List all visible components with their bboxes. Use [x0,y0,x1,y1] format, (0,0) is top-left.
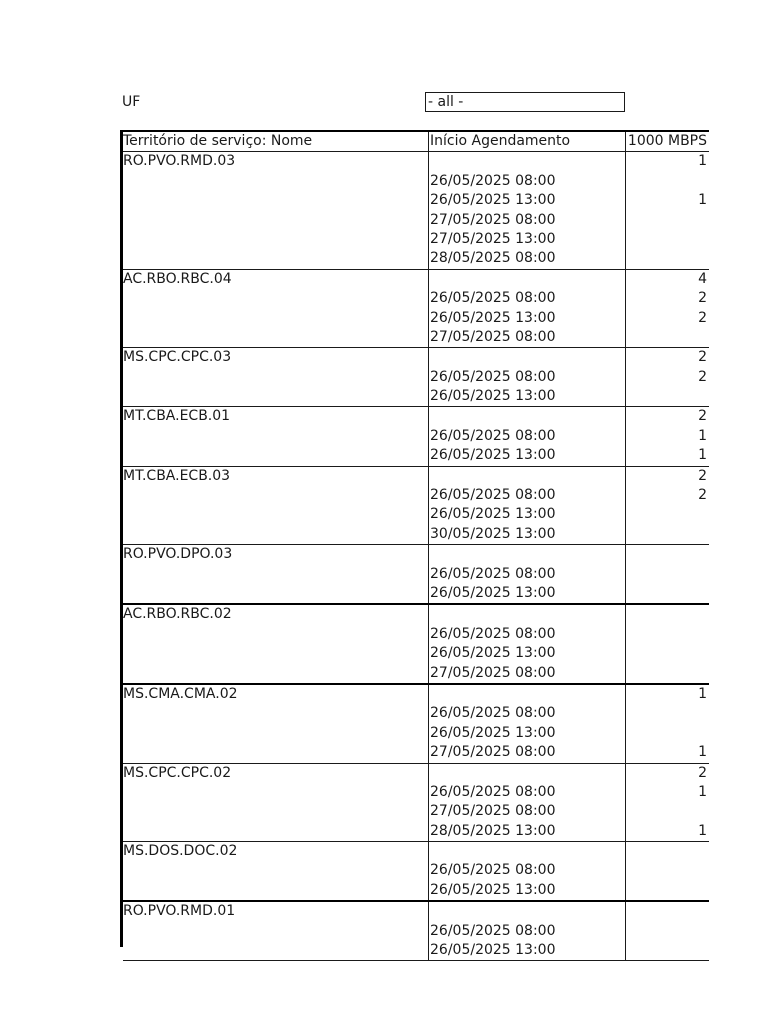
table-row [123,881,709,902]
schedule-value [625,211,709,230]
schedule-value [625,724,709,743]
name-cell [123,584,428,603]
schedule-value [625,249,709,268]
group-row [123,467,709,486]
date-cell [428,605,625,624]
filter-label-uf: UF [122,94,141,110]
schedule-date: 27/05/2025 13:00 [428,230,625,249]
group-total: 1 [625,152,709,171]
schedule-value [625,172,709,191]
schedule-date: 26/05/2025 08:00 [428,783,625,802]
territory-name[interactable]: MT.CBA.ECB.03 [123,467,231,484]
group-total [625,605,709,624]
table-row [123,625,709,644]
uf-filter-select[interactable]: - all - [425,92,625,112]
report-table [120,130,709,959]
schedule-date: 26/05/2025 13:00 [428,644,625,663]
table-row [123,704,709,723]
name-cell [123,505,428,524]
schedule-date: 27/05/2025 08:00 [428,328,625,347]
name-cell [123,664,428,683]
schedule-date: 26/05/2025 08:00 [428,565,625,584]
table-row [123,565,709,584]
group-row [123,842,709,861]
schedule-date: 26/05/2025 08:00 [428,289,625,308]
schedule-value: 2 [625,289,709,308]
territory-name[interactable]: MT.CBA.ECB.01 [123,408,231,425]
schedule-date: 26/05/2025 13:00 [428,505,625,524]
table-row [123,525,709,545]
table-row [123,861,709,880]
group-total: 4 [625,270,709,289]
schedule-value [625,704,709,723]
schedule-date: 26/05/2025 13:00 [428,724,625,743]
group-row [123,407,709,426]
table-row [123,289,709,308]
name-cell [123,565,428,584]
name-cell [123,802,428,821]
schedule-value [625,387,709,406]
name-cell [123,230,428,249]
territory-name[interactable]: MS.CMA.CMA.02 [123,685,238,702]
name-cell [123,724,428,743]
schedule-date: 26/05/2025 13:00 [428,881,625,900]
schedule-value [625,565,709,584]
group-row [123,764,709,783]
group-total [625,902,709,921]
schedule-value [625,505,709,524]
schedule-value [625,525,709,544]
territory-name[interactable]: AC.RBO.RBC.02 [123,606,232,623]
schedule-value: 1 [625,427,709,446]
schedule-value [625,230,709,249]
table-body [123,152,709,961]
schedule-date: 26/05/2025 08:00 [428,704,625,723]
schedule-value: 2 [625,486,709,505]
schedule-date: 28/05/2025 13:00 [428,822,625,841]
table-row [123,783,709,802]
schedule-value: 2 [625,368,709,387]
name-cell [123,249,428,268]
table-row [123,584,709,605]
schedule-date: 26/05/2025 13:00 [428,941,625,960]
name-cell [123,387,428,406]
group-row [123,605,709,624]
group-row [123,685,709,704]
schedule-date: 30/05/2025 13:00 [428,525,625,544]
name-cell [123,822,428,841]
name-cell [123,704,428,723]
group-total: 2 [625,764,709,783]
name-cell [123,368,428,387]
table-row [123,505,709,524]
schedule-value: 1 [625,191,709,210]
schedule-value: 1 [625,822,709,841]
table-row [123,368,709,387]
name-cell [123,446,428,465]
table-row [123,427,709,446]
table-row [123,644,709,663]
schedule-value: 1 [625,446,709,465]
header-1000-mbps[interactable]: 1000 MBPS [625,132,709,151]
schedule-date: 27/05/2025 08:00 [428,802,625,821]
territory-name[interactable]: MS.CPC.CPC.03 [123,349,232,366]
schedule-date: 26/05/2025 13:00 [428,309,625,328]
date-cell [428,152,625,171]
name-cell [123,644,428,663]
schedule-value: 2 [625,309,709,328]
table-row [123,664,709,685]
table-row [123,802,709,821]
date-cell [428,467,625,486]
group-row [123,348,709,367]
schedule-date: 26/05/2025 08:00 [428,427,625,446]
group-row [123,545,709,564]
territory-name[interactable]: MS.DOS.DOC.02 [123,843,238,860]
group-row [123,152,709,171]
schedule-value [625,881,709,900]
name-cell [123,309,428,328]
date-cell [428,842,625,861]
date-cell [428,545,625,564]
schedule-date: 27/05/2025 08:00 [428,743,625,762]
schedule-date: 27/05/2025 08:00 [428,211,625,230]
name-cell [123,172,428,191]
name-cell [123,783,428,802]
group-total: 1 [625,685,709,704]
schedule-value [625,922,709,941]
name-cell [123,525,428,544]
table-header-row [123,132,709,152]
date-cell [428,270,625,289]
table-row [123,724,709,743]
date-cell [428,407,625,426]
schedule-date: 26/05/2025 13:00 [428,191,625,210]
schedule-value: 1 [625,783,709,802]
header-inicio-agendamento[interactable]: Início Agendamento [428,132,625,151]
table-row [123,211,709,230]
name-cell [123,486,428,505]
table-row [123,191,709,210]
schedule-value [625,802,709,821]
header-territorio[interactable]: Território de serviço: Nome [123,133,313,149]
name-cell [123,427,428,446]
group-total: 2 [625,467,709,486]
schedule-date: 26/05/2025 08:00 [428,172,625,191]
schedule-date: 26/05/2025 08:00 [428,922,625,941]
table-row [123,249,709,269]
table-row [123,309,709,328]
name-cell [123,941,428,960]
schedule-date: 26/05/2025 08:00 [428,368,625,387]
schedule-date: 26/05/2025 08:00 [428,625,625,644]
schedule-value [625,584,709,603]
name-cell [123,328,428,347]
group-total [625,545,709,564]
group-row [123,902,709,921]
name-cell [123,881,428,900]
table-row [123,230,709,249]
schedule-value [625,941,709,960]
date-cell [428,685,625,704]
name-cell [123,743,428,762]
territory-name[interactable]: AC.RBO.RBC.04 [123,270,232,287]
group-row [123,270,709,289]
table-row [123,922,709,941]
table-row [123,328,709,348]
name-cell [123,289,428,308]
group-total: 2 [625,407,709,426]
name-cell [123,191,428,210]
schedule-value [625,664,709,683]
schedule-date: 26/05/2025 08:00 [428,486,625,505]
table-row [123,486,709,505]
territory-name[interactable]: RO.PVO.RMD.01 [123,903,236,920]
schedule-date: 28/05/2025 08:00 [428,249,625,268]
date-cell [428,902,625,921]
territory-name[interactable]: MS.CPC.CPC.02 [123,764,232,781]
schedule-value [625,861,709,880]
name-cell [123,211,428,230]
group-total [625,842,709,861]
name-cell [123,861,428,880]
schedule-date: 26/05/2025 13:00 [428,446,625,465]
schedule-value [625,328,709,347]
table-row [123,172,709,191]
table-row [123,743,709,763]
table-row [123,822,709,842]
table-row [123,387,709,407]
schedule-value: 1 [625,743,709,762]
schedule-value [625,625,709,644]
date-cell [428,348,625,367]
schedule-value [625,644,709,663]
group-total: 2 [625,348,709,367]
date-cell [428,764,625,783]
name-cell [123,922,428,941]
schedule-date: 26/05/2025 08:00 [428,861,625,880]
territory-name[interactable]: RO.PVO.RMD.03 [123,153,236,170]
schedule-date: 27/05/2025 08:00 [428,664,625,683]
table-row [123,446,709,466]
schedule-date: 26/05/2025 13:00 [428,584,625,603]
territory-name[interactable]: RO.PVO.DPO.03 [123,546,233,563]
name-cell [123,625,428,644]
table-row [123,941,709,961]
schedule-date: 26/05/2025 13:00 [428,387,625,406]
